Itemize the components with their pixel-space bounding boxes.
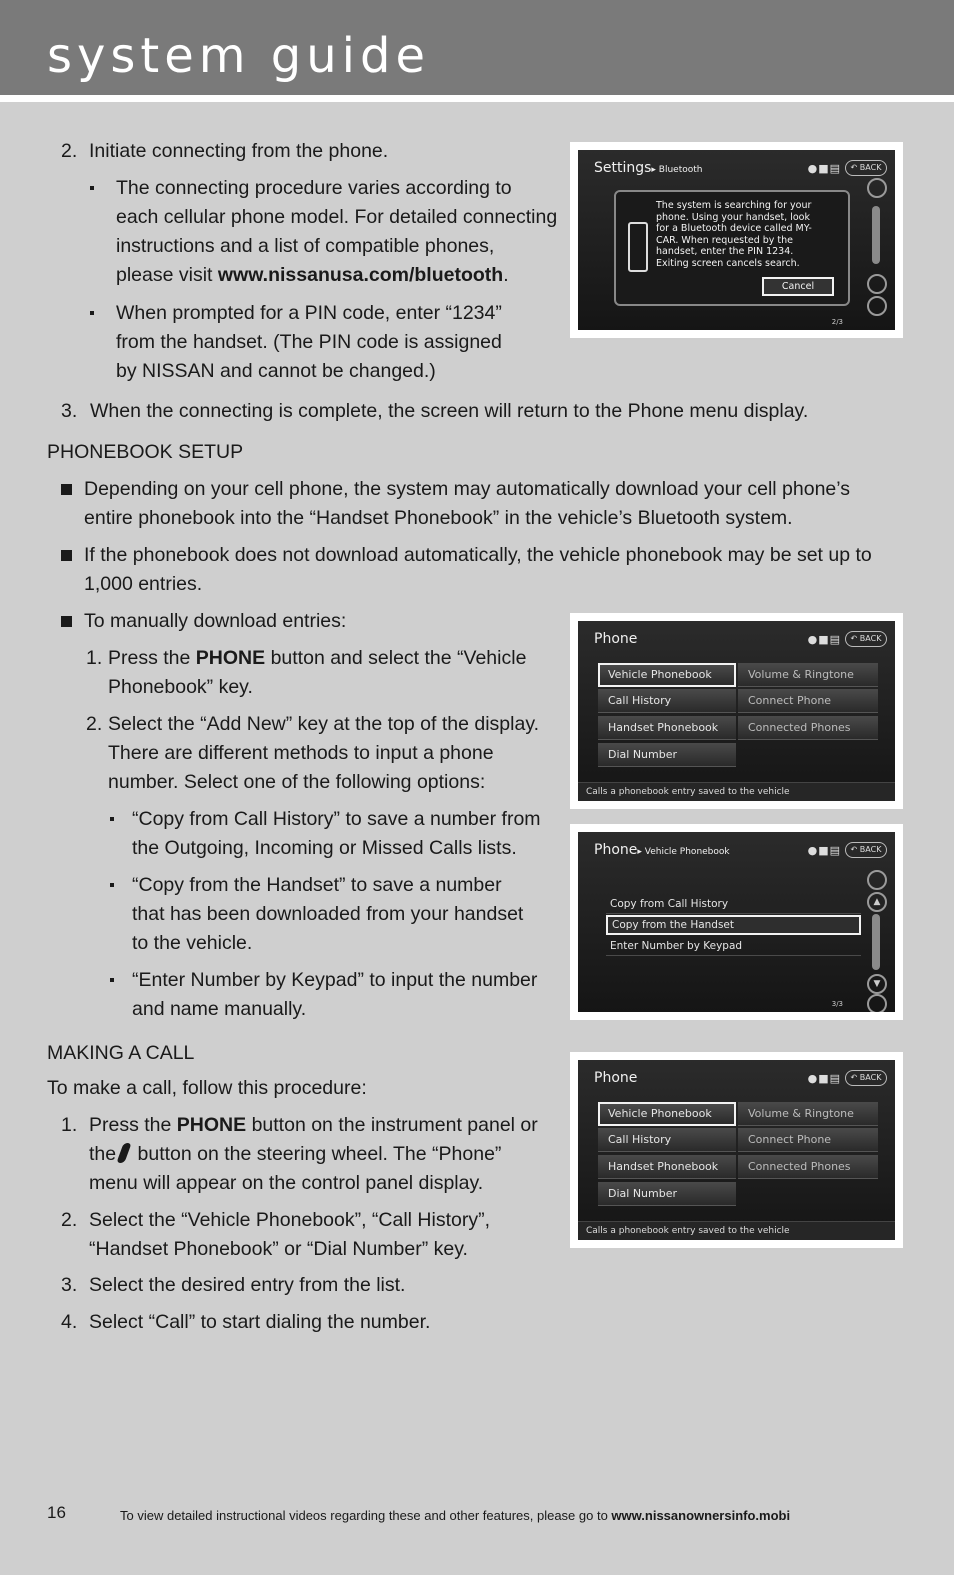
making-call-heading: MAKING A CALL (47, 1042, 195, 1064)
bullet-1-period: . (503, 264, 509, 286)
pb-step-1-line-1 (108, 644, 526, 673)
call-step-1-line-2 (89, 1140, 501, 1169)
step-2-number: 2. (61, 140, 78, 162)
pb-step-2-line-2: There are different methods to input a phone (108, 742, 494, 764)
search-dialog (614, 190, 850, 306)
bullet-1-line-3: instructions and a list of compatible phones, (116, 235, 495, 257)
call-step-4-number: 4. (61, 1311, 78, 1333)
footer-note (120, 1508, 790, 1523)
call-step-3-number: 3. (61, 1274, 78, 1296)
call-step-1-line-3: menu will appear on the control panel display. (89, 1172, 484, 1194)
phone-button-label: PHONE (176, 1114, 247, 1136)
scroll-thumb[interactable] (872, 206, 880, 264)
scroll-up-icon[interactable] (867, 870, 887, 890)
handset-phonebook-button[interactable]: Handset Phonebook (598, 716, 736, 740)
pb-step-1-line-2: Phonebook” key. (108, 676, 253, 698)
owners-info-link[interactable]: www.nissanownersinfo.mobi (611, 1508, 791, 1523)
phonebook-p3: To manually download entries: (84, 610, 347, 632)
page-indicator: 2/3 (831, 318, 843, 326)
bluetooth-link[interactable]: www.nissanusa.com/bluetooth (217, 264, 504, 286)
dial-number-button[interactable]: Dial Number (598, 1182, 736, 1206)
call-step-2-line-2: “Handset Phonebook” or “Dial Number” key. (89, 1238, 468, 1260)
screen-subtitle: ▸ Vehicle Phonebook (637, 847, 730, 857)
phone-button-label: PHONE (195, 647, 266, 669)
call-step-1-the: the (89, 1143, 117, 1165)
dialog-message: The system is searching for your phone. Using your handset, look for a Bluetooth device called MY- CAR. When requested by the handset, enter the PIN 1234. Exiting screen cancels search. (656, 200, 812, 269)
phonebook-setup-heading: PHONEBOOK SETUP (47, 441, 244, 463)
option-1-line-1: “Copy from Call History” to save a number from (132, 808, 541, 830)
bullet-1-line-1: The connecting procedure varies according to (116, 177, 512, 199)
call-step-1-text-3: button on the steering wheel. The “Phone” (132, 1143, 502, 1165)
call-history-button[interactable]: Call History (598, 689, 736, 713)
option-2-line-1: “Copy from the Handset” to save a number (132, 874, 502, 896)
phone-menu-screen (578, 1060, 895, 1240)
bullet-marker (110, 817, 114, 821)
square-bullet (61, 484, 72, 495)
vehicle-phonebook-screenshot (570, 824, 903, 1020)
step-3-number: 3. (61, 400, 78, 422)
dial-number-button[interactable]: Dial Number (598, 743, 736, 767)
square-bullet (61, 550, 72, 561)
connected-phones-button[interactable]: Connected Phones (738, 1155, 878, 1179)
back-button[interactable]: ↶ BACK (845, 1070, 887, 1086)
phone-menu-screenshot (570, 613, 903, 809)
bullet-2-line-1: When prompted for a PIN code, enter “1234” (116, 302, 502, 324)
bluetooth-screen (578, 150, 895, 330)
square-bullet (61, 616, 72, 627)
call-step-1-line-1 (89, 1111, 538, 1140)
scroll-down-arrow-icon[interactable]: ▼ (867, 974, 887, 994)
enter-number-by-keypad-option[interactable]: Enter Number by Keypad (606, 936, 861, 956)
page-number: 16 (47, 1503, 66, 1522)
handset-phonebook-button[interactable]: Handset Phonebook (598, 1155, 736, 1179)
call-step-4-text: Select “Call” to start dialing the number. (89, 1311, 431, 1333)
screen-title: Phone▸ Vehicle Phonebook (594, 842, 730, 858)
call-history-button[interactable]: Call History (598, 1128, 736, 1152)
volume-ringtone-button[interactable]: Volume & Ringtone (738, 663, 878, 687)
phone-device-icon (628, 222, 648, 272)
status-icons: ●■▤ (807, 162, 841, 175)
bullet-1-line-4 (116, 261, 509, 290)
phonebook-p2-line-2: 1,000 entries. (84, 573, 203, 595)
connected-phones-button[interactable]: Connected Phones (738, 716, 878, 740)
vehicle-phonebook-button[interactable]: Vehicle Phonebook (598, 1102, 736, 1126)
status-icons: ●■▤ (807, 844, 841, 857)
vehicle-phonebook-button[interactable]: Vehicle Phonebook (598, 663, 736, 687)
page-title: system guide (47, 28, 431, 84)
status-icons: ●■▤ (807, 633, 841, 646)
vehicle-phonebook-screen (578, 832, 895, 1012)
scrollbar[interactable] (867, 178, 887, 314)
call-step-1-text: Press the (89, 1114, 177, 1136)
screen-subtitle: ▸ Bluetooth (651, 165, 703, 175)
phone-handset-icon (116, 1143, 131, 1163)
scroll-up-icon[interactable] (867, 178, 887, 198)
back-button[interactable]: ↶ BACK (845, 631, 887, 647)
back-button[interactable]: ↶ BACK (845, 842, 887, 858)
call-step-1-text-2: button on the instrument panel or (246, 1114, 538, 1136)
screen-hint: Calls a phonebook entry saved to the vehicle (578, 1221, 895, 1240)
connect-phone-button[interactable]: Connect Phone (738, 1128, 878, 1152)
phone-menu-screen (578, 621, 895, 801)
scroll-down-icon[interactable] (867, 274, 887, 294)
step-3-text: When the connecting is complete, the screen will return to the Phone menu display. (90, 400, 809, 422)
bullet-marker (110, 978, 114, 982)
step-2-text: Initiate connecting from the phone. (89, 140, 389, 162)
page-indicator: 3/3 (831, 1000, 843, 1008)
back-button[interactable]: ↶ BACK (845, 160, 887, 176)
copy-from-call-history-option[interactable]: Copy from Call History (606, 894, 861, 914)
option-3-line-2: and name manually. (132, 998, 307, 1020)
phonebook-p1-line-1: Depending on your cell phone, the system may automatically download your cell phone’s (84, 478, 851, 500)
bluetooth-screenshot (570, 142, 903, 338)
pb-step-2-line-1: Select the “Add New” key at the top of the display. (108, 713, 540, 735)
status-icons: ●■▤ (807, 1072, 841, 1085)
screen-title: Phone (594, 1070, 638, 1086)
option-3-line-1: “Enter Number by Keypad” to input the number (132, 969, 538, 991)
call-step-1-number: 1. (61, 1114, 78, 1136)
bullet-1-text: please visit (116, 264, 218, 286)
scroll-circle-icon[interactable] (867, 296, 887, 316)
pb-step-1-text: Press the (108, 647, 196, 669)
volume-ringtone-button[interactable]: Volume & Ringtone (738, 1102, 878, 1126)
phonebook-p2-line-1: If the phonebook does not download automatically, the vehicle phonebook may be set up to (84, 544, 872, 566)
header-divider (0, 95, 954, 102)
option-2-line-2: that has been downloaded from your handset (132, 903, 524, 925)
screen-hint: Calls a phonebook entry saved to the vehicle (578, 782, 895, 801)
pb-step-2-line-3: number. Select one of the following options: (108, 771, 486, 793)
pb-step-1-text-2: button and select the “Vehicle (265, 647, 527, 669)
scroll-up-arrow-icon[interactable]: ▲ (867, 892, 887, 912)
screen-title: Settings▸ Bluetooth (594, 160, 703, 176)
option-2-line-3: to the vehicle. (132, 932, 253, 954)
screen-title: Phone (594, 631, 638, 647)
footer-text: To view detailed instructional videos regarding these and other features, please go to (120, 1508, 612, 1523)
scroll-thumb[interactable] (872, 914, 880, 970)
pb-step-2-number: 2. (86, 713, 103, 735)
connect-phone-button[interactable]: Connect Phone (738, 689, 878, 713)
making-call-intro: To make a call, follow this procedure: (47, 1077, 367, 1099)
scrollbar[interactable] (867, 860, 887, 996)
call-step-3-text: Select the desired entry from the list. (89, 1274, 406, 1296)
bullet-marker (90, 186, 94, 190)
option-1-line-2: the Outgoing, Incoming or Missed Calls lists. (132, 837, 517, 859)
phone-menu-screenshot-2 (570, 1052, 903, 1248)
pb-step-1-number: 1. (86, 647, 103, 669)
call-step-2-number: 2. (61, 1209, 78, 1231)
bullet-marker (110, 883, 114, 887)
page-header (0, 0, 954, 95)
bullet-2-line-3: by NISSAN and cannot be changed.) (116, 360, 436, 382)
cancel-button[interactable]: Cancel (762, 277, 834, 296)
phonebook-p1-line-2: entire phonebook into the “Handset Phonebook” in the vehicle’s Bluetooth system. (84, 507, 793, 529)
call-step-2-line-1: Select the “Vehicle Phonebook”, “Call History”, (89, 1209, 491, 1231)
scroll-down-icon[interactable] (867, 994, 887, 1012)
bullet-2-line-2: from the handset. (The PIN code is assigned (116, 331, 502, 353)
copy-from-handset-option[interactable]: Copy from the Handset (606, 915, 861, 935)
bullet-1-line-2: each cellular phone model. For detailed connecting (116, 206, 558, 228)
bullet-marker (90, 311, 94, 315)
